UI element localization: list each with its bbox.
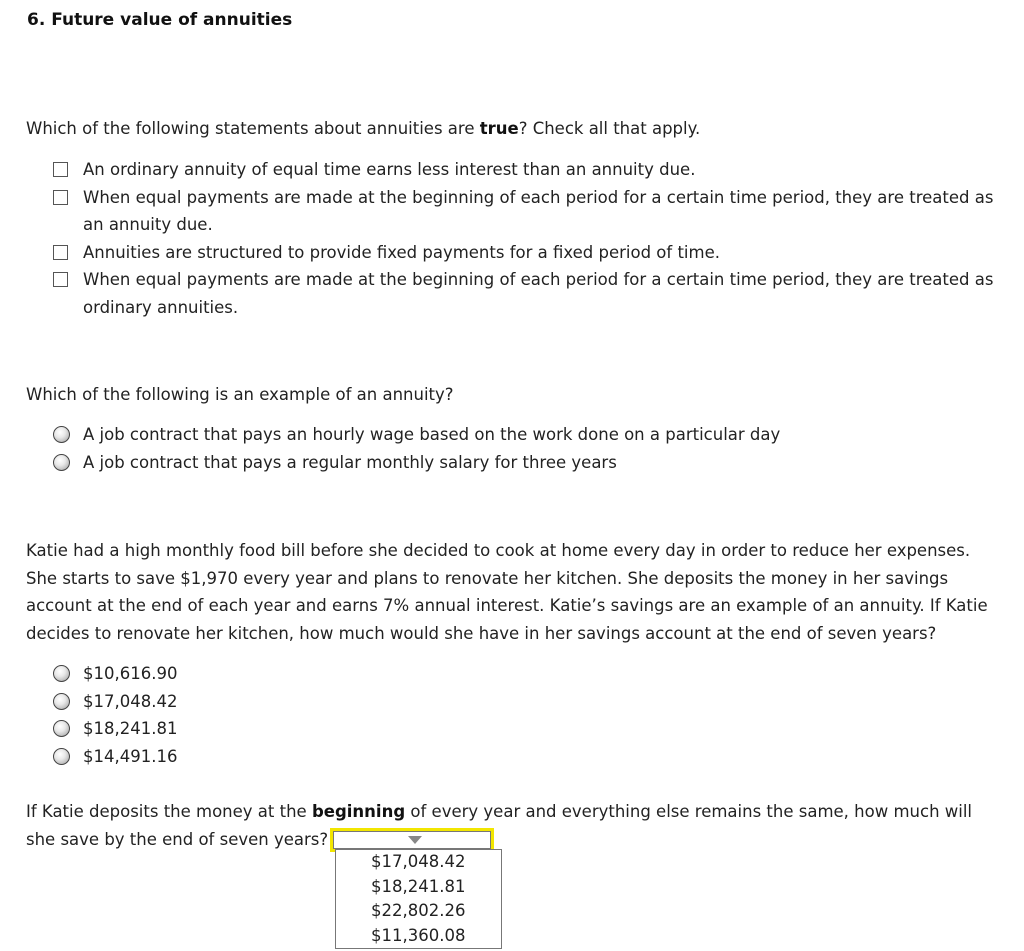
checkbox-option[interactable] — [53, 266, 1003, 321]
question-4-stem — [26, 798, 1006, 853]
radio-icon[interactable] — [53, 454, 70, 471]
page-title: 6. Future value of annuities — [27, 10, 293, 30]
question-3-stem: Katie had a high monthly food bill before she decided to cook at home every day in order to reduce her expenses. She starts to save $1,970 every year and plans to renovate her kitchen. She deposits the money in her savings account at the end of each year and earns 7% annual interest. Katie’s savings are an example of an annuity. If Katie decides to renovate her kitchen, how much would she have in her savings account at the end of seven years? — [26, 541, 988, 643]
question-3-options — [53, 660, 1003, 770]
question-4-emphasis: beginning — [311, 802, 406, 821]
question-1-text: Which of the following statements about annuities are — [26, 119, 480, 138]
option-label: $17,048.42 — [83, 691, 178, 711]
question-4-text: If Katie deposits the money at the — [26, 802, 312, 821]
radio-option[interactable] — [53, 421, 1003, 449]
option-label: Annuities are structured to provide fixed payments for a fixed period of time. — [83, 242, 720, 262]
dropdown-option[interactable]: $11,360.08 — [371, 925, 466, 945]
radio-icon[interactable] — [53, 426, 70, 443]
option-label: A job contract that pays an hourly wage based on the work done on a particular day — [83, 425, 781, 444]
radio-option[interactable] — [53, 449, 1003, 477]
checkbox-option[interactable] — [53, 239, 1003, 267]
question-1-options — [53, 156, 1003, 321]
option-label: When equal payments are made at the beginning of each period for a certain time period, they are treated as an annuity due. — [83, 187, 994, 234]
radio-icon[interactable] — [53, 693, 70, 710]
checkbox-icon[interactable] — [53, 272, 68, 287]
question-1-text-end: ? Check all that apply. — [518, 119, 701, 138]
question-4-text-cont: of every year and everything else remains the same, how much will — [405, 802, 973, 821]
dropdown-option[interactable]: $18,241.81 — [371, 876, 466, 896]
radio-icon[interactable] — [53, 665, 70, 682]
question-4-text-line2: she save by the end of seven years? — [26, 829, 329, 849]
checkbox-icon[interactable] — [53, 245, 68, 260]
question-1-stem — [26, 115, 1006, 143]
dropdown-arrow-icon[interactable] — [408, 836, 422, 844]
option-label: $18,241.81 — [83, 719, 178, 738]
checkbox-icon[interactable] — [53, 162, 68, 177]
radio-option[interactable] — [53, 688, 1003, 716]
radio-option[interactable] — [53, 743, 1003, 771]
radio-option[interactable] — [53, 660, 1003, 688]
radio-icon[interactable] — [53, 720, 70, 737]
checkbox-option[interactable] — [53, 184, 1003, 239]
option-label: When equal payments are made at the beginning of each period for a certain time period, they are treated as ordinary annuities. — [83, 270, 994, 317]
option-label: $10,616.90 — [83, 664, 178, 683]
radio-icon[interactable] — [53, 748, 70, 765]
option-label: A job contract that pays a regular monthly salary for three years — [83, 452, 617, 472]
question-1-emphasis: true — [479, 119, 519, 138]
dropdown-option[interactable]: $22,802.26 — [371, 901, 466, 920]
question-2-stem: Which of the following is an example of an annuity? — [26, 385, 454, 404]
checkbox-icon[interactable] — [53, 190, 68, 205]
option-label: $14,491.16 — [83, 746, 178, 766]
dropdown-menu — [335, 849, 502, 949]
checkbox-option[interactable] — [53, 156, 1003, 184]
question-2-options — [53, 421, 1003, 476]
option-label: An ordinary annuity of equal time earns less interest than an annuity due. — [83, 160, 696, 179]
dropdown-option[interactable]: $17,048.42 — [371, 852, 466, 871]
radio-option[interactable] — [53, 715, 1003, 743]
